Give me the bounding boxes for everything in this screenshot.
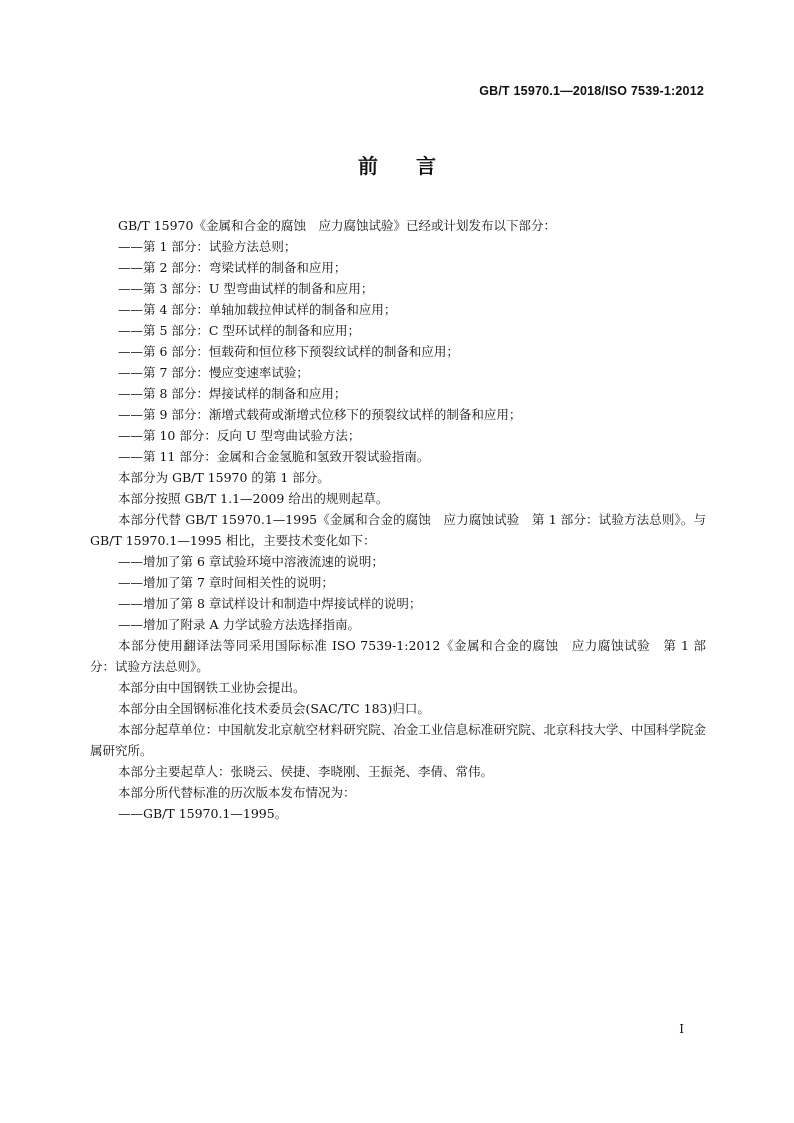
- paragraph-drafters: 本部分主要起草人：张晓云、侯捷、李晓刚、王振尧、李倩、常伟。: [118, 764, 494, 779]
- standard-code-header: GB/T 15970.1—2018/ISO 7539-1:2012: [479, 84, 704, 98]
- list-item-change-4: ——增加了附录 A 力学试验方法选择指南。: [118, 617, 360, 632]
- paragraph-replaces: 本部分代替 GB/T 15970.1—1995《金属和合金的腐蚀 应力腐蚀试验 第 1 部分：试验方法总则》。与 GB/T 15970.1—1995 相比，主要技术变化如下：: [90, 512, 706, 548]
- list-item-part-3: ——第 3 部分：U 型弯曲试样的制备和应用；: [118, 281, 374, 296]
- paragraph-centralized-by: 本部分由全国钢标准化技术委员会(SAC/TC 183)归口。: [118, 701, 430, 716]
- list-item-history-1: ——GB/T 15970.1—1995。: [118, 806, 288, 821]
- foreword-body: [90, 215, 706, 824]
- list-item-change-2: ——增加了第 7 章时间相关性的说明；: [118, 575, 334, 590]
- paragraph-drafting-units: 本部分起草单位：中国航发北京航空材料研究院、冶金工业信息标准研究院、北京科技大学、中国科学院金属研究所。: [90, 722, 706, 758]
- list-item-change-3: ——增加了第 8 章试样设计和制造中焊接试样的说明；: [118, 596, 422, 611]
- list-item-part-6: ——第 6 部分：恒载荷和恒位移下预裂纹试样的制备和应用；: [118, 344, 459, 359]
- paragraph-history-intro: 本部分所代替标准的历次版本发布情况为：: [118, 785, 356, 800]
- list-item-part-9: ——第 9 部分：渐增式载荷或渐增式位移下的预裂纹试样的制备和应用；: [118, 407, 522, 422]
- list-item-part-8: ——第 8 部分：焊接试样的制备和应用；: [118, 386, 347, 401]
- list-item-part-1: ——第 1 部分：试验方法总则；: [118, 239, 297, 254]
- paragraph-part-statement: 本部分为 GB/T 15970 的第 1 部分。: [118, 470, 330, 485]
- page-title: 前言: [358, 154, 474, 178]
- list-item-part-10: ——第 10 部分：反向 U 型弯曲试验方法；: [118, 428, 361, 443]
- list-item-part-5: ——第 5 部分：C 型环试样的制备和应用；: [118, 323, 360, 338]
- list-item-part-7: ——第 7 部分：慢应变速率试验；: [118, 365, 309, 380]
- paragraph-adoption: 本部分使用翻译法等同采用国际标准 ISO 7539-1:2012《金属和合金的腐蚀 应力腐蚀试验 第 1 部分：试验方法总则》。: [90, 638, 706, 674]
- list-item-part-4: ——第 4 部分：单轴加载拉伸试样的制备和应用；: [118, 302, 397, 317]
- list-item-change-1: ——增加了第 6 章试验环境中溶液流速的说明；: [118, 554, 384, 569]
- list-item-part-11: ——第 11 部分：金属和合金氢脆和氢致开裂试验指南。: [118, 449, 430, 464]
- page-number: I: [679, 1022, 684, 1036]
- paragraph-drafting-rules: 本部分按照 GB/T 1.1—2009 给出的规则起草。: [118, 491, 389, 506]
- paragraph-proposed-by: 本部分由中国钢铁工业协会提出。: [118, 680, 306, 695]
- paragraph-intro: GB/T 15970《金属和合金的腐蚀 应力腐蚀试验》已经或计划发布以下部分：: [118, 218, 556, 233]
- list-item-part-2: ——第 2 部分：弯梁试样的制备和应用；: [118, 260, 347, 275]
